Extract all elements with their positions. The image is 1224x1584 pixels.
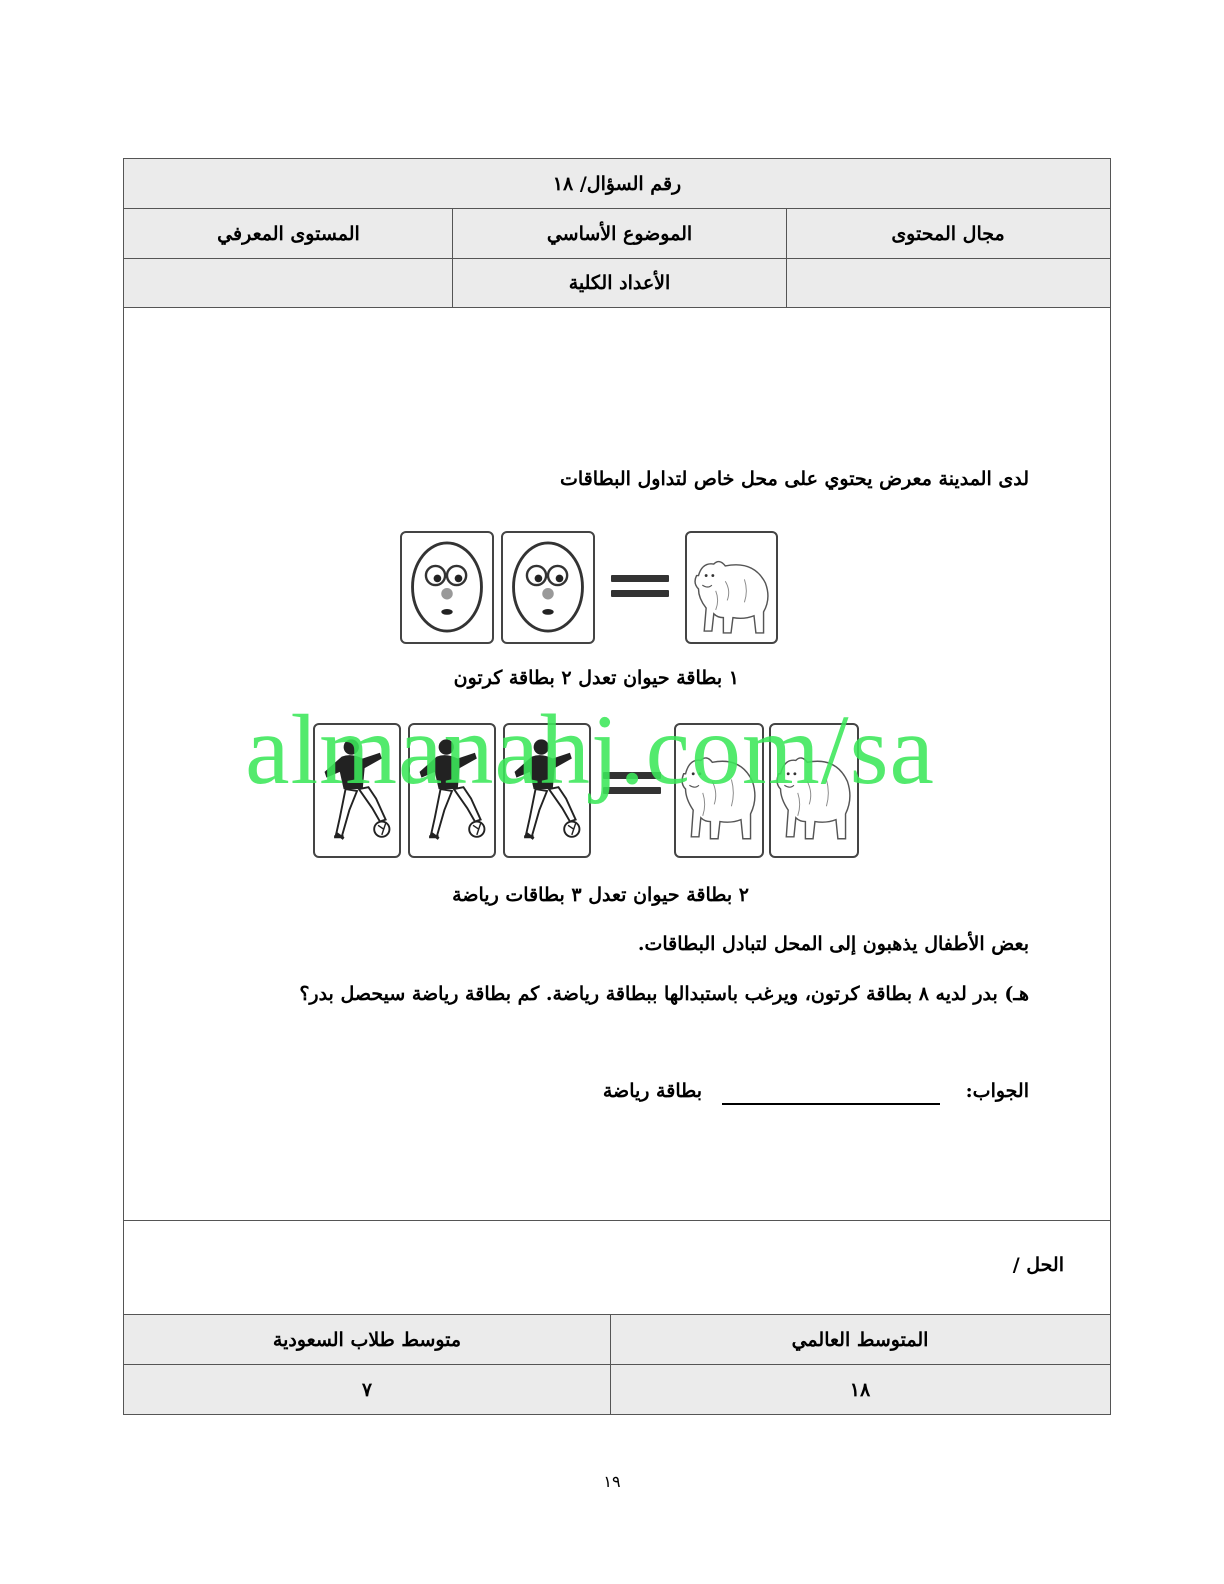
equals-sign-icon — [611, 575, 669, 605]
question-line-2: هـ) بدر لديه ٨ بطاقة كرتون، ويرغب باستبدالها ببطاقة رياضة. كم بطاقة رياضة سيحصل بدر؟ — [299, 983, 1029, 1005]
cognitive-level-value — [124, 259, 453, 307]
answer-label: الجواب: — [965, 1080, 1029, 1102]
saudi-average-value: ٧ — [124, 1365, 610, 1414]
cognitive-level-header: المستوى المعرفي — [124, 209, 453, 258]
question-line-1: بعض الأطفال يذهبون إلى المحل لتبادل البطاقات. — [637, 933, 1029, 955]
cartoon-card — [400, 531, 494, 644]
question-intro: لدى المدينة معرض يحتوي على محل خاص لتداول البطاقات — [559, 468, 1029, 490]
saudi-average-header: متوسط طلاب السعودية — [124, 1315, 610, 1364]
caption-2: ٢ بطاقة حيوان تعدل ٣ بطاقات رياضة — [452, 884, 749, 906]
question-number: رقم السؤال/ ١٨ — [552, 172, 682, 195]
content-domain-value — [786, 259, 1110, 307]
solution-label: الحل / — [1012, 1254, 1064, 1276]
caption-1: ١ بطاقة حيوان تعدل ٢ بطاقة كرتون — [453, 667, 739, 689]
page-number: ١٩ — [603, 1472, 621, 1491]
main-topic-header: الموضوع الأساسي — [453, 209, 786, 258]
watermark: almanahj.com/sa — [245, 694, 935, 805]
content-domain-header: مجال المحتوى — [786, 209, 1110, 258]
international-average-value: ١٨ — [610, 1365, 1110, 1414]
cartoon-face-icon — [402, 533, 492, 642]
question-number-cell — [124, 159, 1110, 208]
cartoon-face-icon — [503, 533, 593, 642]
animal-card — [685, 531, 778, 644]
bear-icon — [687, 533, 776, 642]
cartoon-card — [501, 531, 595, 644]
main-topic-value: الأعداد الكلية — [453, 259, 786, 307]
answer-unit: بطاقة رياضة — [602, 1080, 702, 1102]
answer-input[interactable] — [722, 1102, 940, 1105]
international-average-header: المتوسط العالمي — [610, 1315, 1110, 1364]
